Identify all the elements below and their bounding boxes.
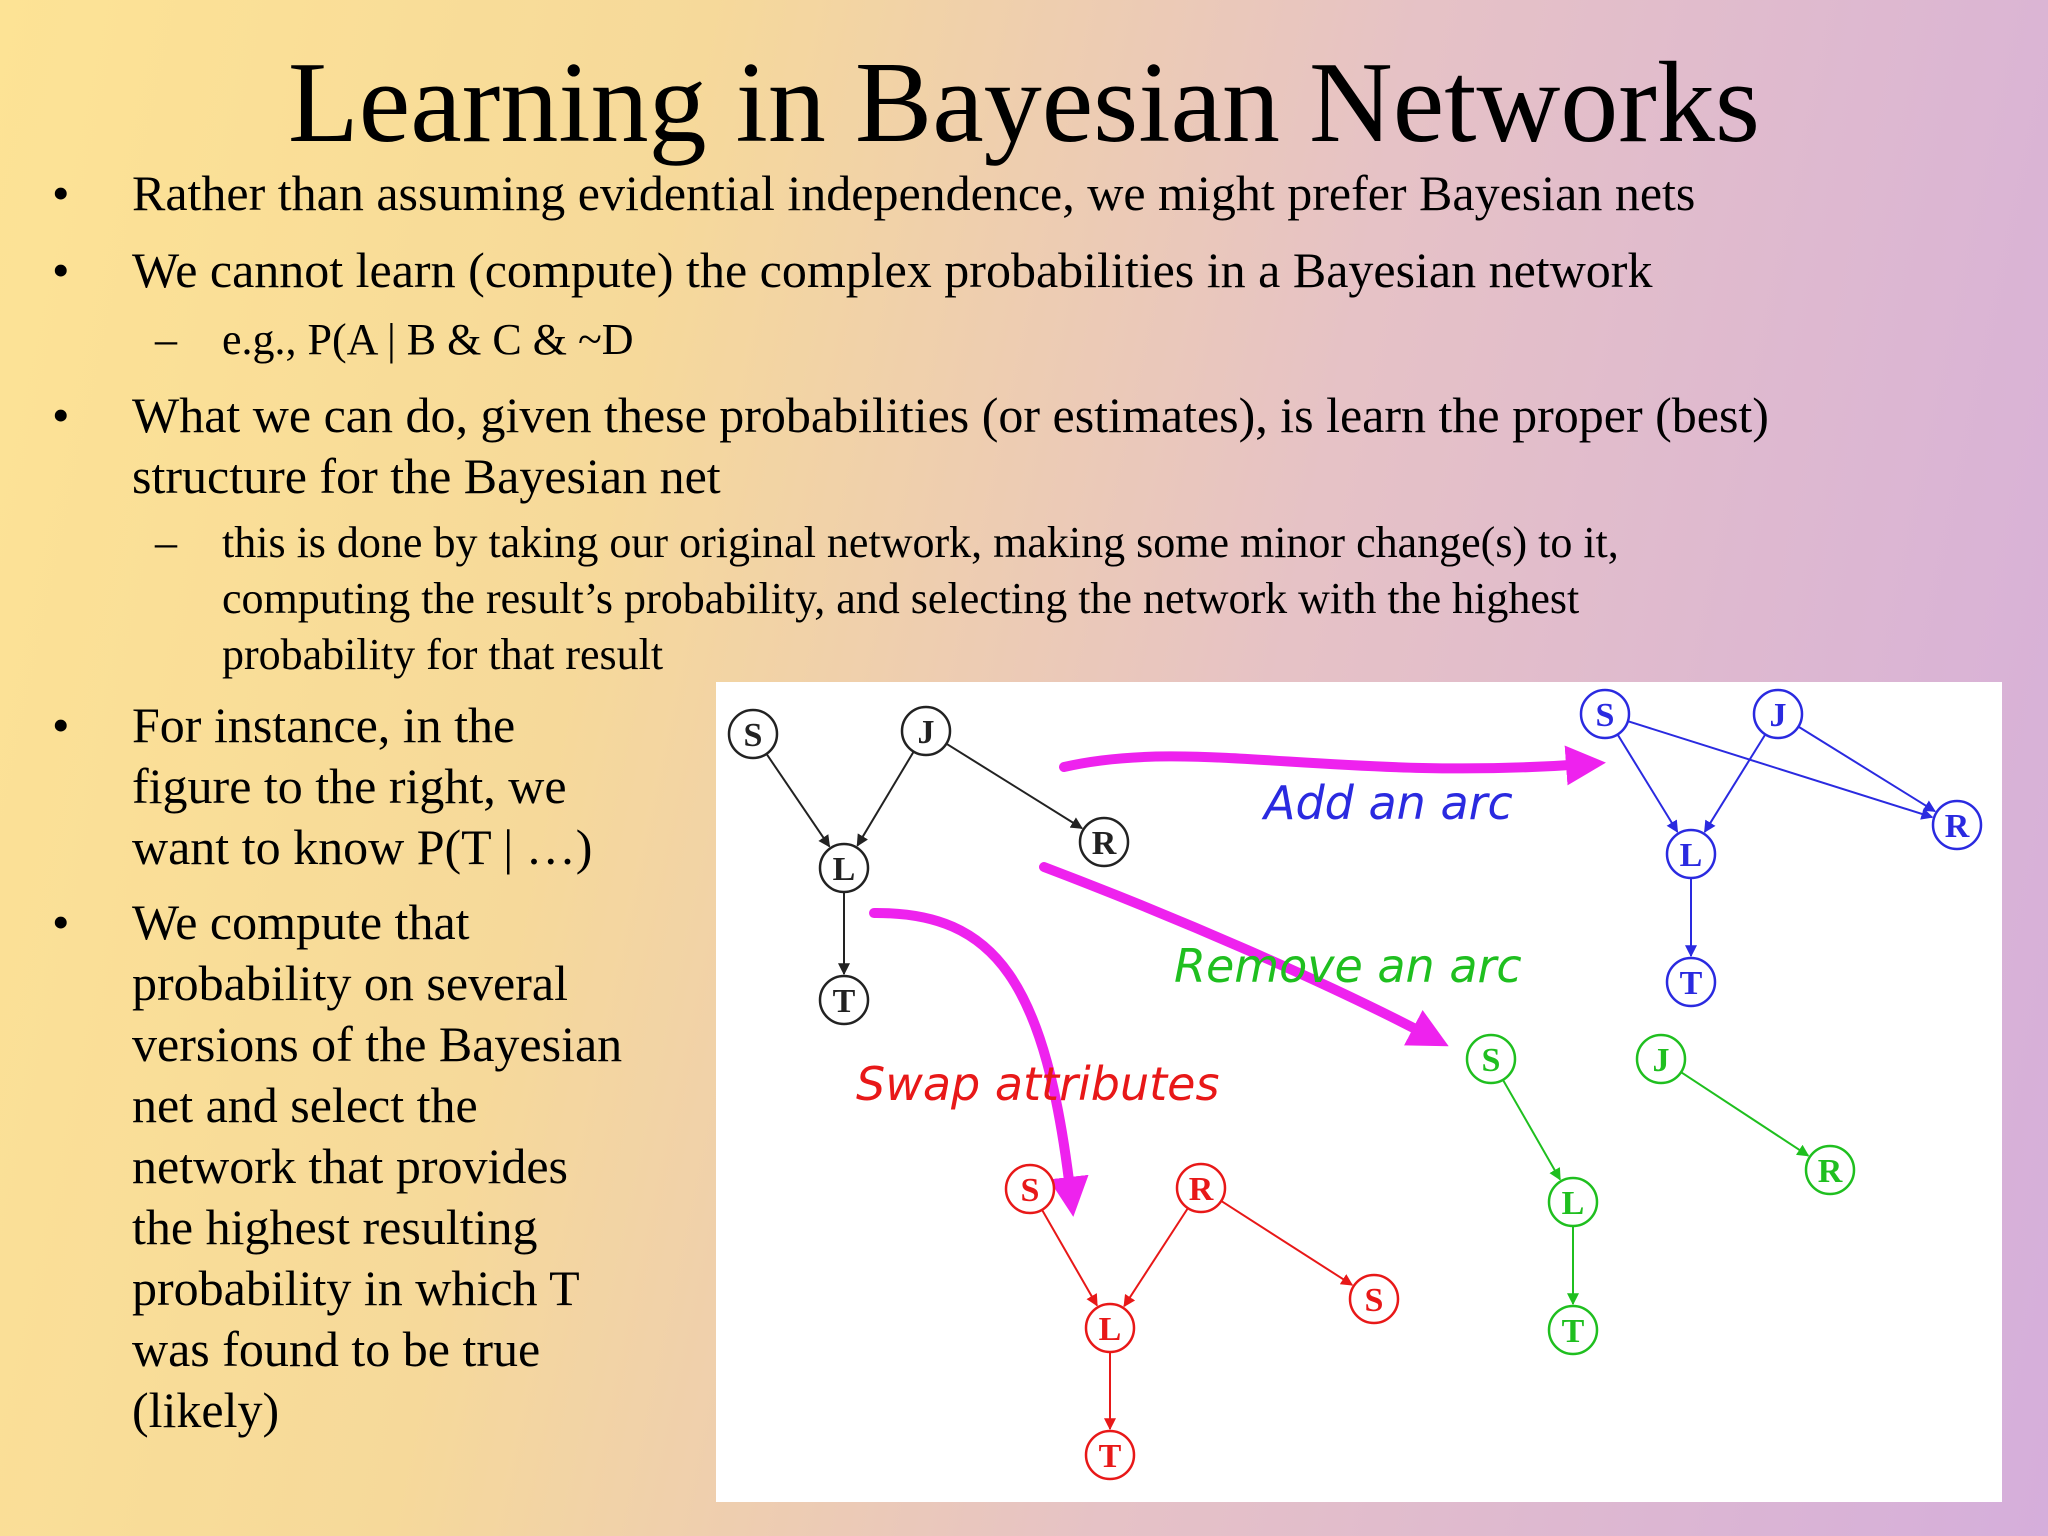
bullet-text-line: (likely): [132, 1382, 280, 1438]
node-label: S: [1364, 1282, 1384, 1319]
original-node-t: [820, 976, 868, 1024]
remove-arc-label: Remove an arc: [1174, 939, 1522, 993]
node-label: S: [1020, 1172, 1040, 1209]
original-node-r: [1080, 818, 1128, 866]
node-label: S: [1481, 1042, 1501, 1079]
swap-node-s: [1006, 1165, 1054, 1213]
swap-node-l: [1086, 1304, 1134, 1352]
network-diagram: [716, 682, 2002, 1502]
remove-node-r: [1806, 1146, 1854, 1194]
node-label: L: [1098, 1311, 1122, 1348]
bullet-text-line: network that provides: [132, 1138, 569, 1194]
swap-edge-r-l: [1124, 1208, 1188, 1306]
original-edge-j-l: [857, 752, 913, 846]
add-node-l: [1667, 830, 1715, 878]
bullet-text-line: computing the result’s probability, and selecting the network with the highest: [222, 574, 1580, 623]
node-label: J: [1652, 1042, 1670, 1079]
bullet-text-line: We cannot learn (compute) the complex probabilities in a Bayesian network: [132, 242, 1653, 298]
swap-node-s2: [1350, 1275, 1398, 1323]
remove-node-l: [1549, 1178, 1597, 1226]
node-label: S: [743, 717, 763, 754]
swap-node-t: [1086, 1431, 1134, 1479]
node-label: R: [1944, 808, 1970, 845]
bullet-text-line: For instance, in the: [132, 697, 516, 753]
add-node-t: [1667, 958, 1715, 1006]
bullet-marker: •: [52, 894, 70, 950]
add-edge-j-r: [1798, 727, 1935, 812]
add-transform-arrow: [1064, 756, 1586, 768]
remove-node-t: [1549, 1306, 1597, 1354]
add-node-s: [1581, 690, 1629, 738]
node-label: L: [1679, 837, 1703, 874]
swap-node-r: [1177, 1164, 1225, 1212]
bullet-text-line: We compute that: [132, 894, 470, 950]
node-label: S: [1595, 697, 1615, 734]
node-label: L: [832, 851, 856, 888]
add-arc-label: Add an arc: [1264, 776, 1513, 830]
node-label: J: [917, 714, 935, 751]
bullet-text-line: this is done by taking our original network, making some minor change(s) to it,: [222, 518, 1619, 567]
bullet-text-line: What we can do, given these probabilities (or estimates), is learn the proper (best): [132, 387, 1769, 443]
node-label: R: [1817, 1153, 1843, 1190]
swap-edge-s-l: [1042, 1210, 1097, 1306]
bullet-text-line: Rather than assuming evidential independence, we might prefer Bayesian nets: [132, 165, 1696, 221]
original-edge-j-r: [946, 744, 1082, 829]
bullet-text-line: figure to the right, we: [132, 758, 567, 814]
bullet-text-line: probability in which T: [132, 1260, 580, 1316]
original-node-s: [729, 710, 777, 758]
slide-title: Learning in Bayesian Networks: [287, 39, 1761, 167]
bullet-marker: •: [52, 242, 70, 298]
bullet-text-line: e.g., P(A | B & C & ~D: [222, 315, 634, 364]
remove-edge-s-l: [1503, 1080, 1560, 1180]
bullet-marker: •: [52, 387, 70, 443]
bullet-marker: •: [52, 165, 70, 221]
swap-attributes-label: Swap attributes: [856, 1057, 1220, 1111]
node-label: T: [1098, 1438, 1122, 1475]
bullet-text-line: was found to be true: [132, 1321, 541, 1377]
original-node-j: [902, 707, 950, 755]
node-label: J: [1769, 697, 1787, 734]
bullet-text-line: versions of the Bayesian: [132, 1016, 623, 1072]
bullet-text-line: want to know P(T | …): [132, 819, 593, 875]
node-label: R: [1188, 1171, 1214, 1208]
node-label: T: [1561, 1313, 1585, 1350]
bullet-text-line: the highest resulting: [132, 1199, 538, 1255]
node-label: T: [1679, 965, 1703, 1002]
network-figure: [716, 682, 2002, 1502]
original-node-l: [820, 844, 868, 892]
bullet-text-line: net and select the: [132, 1077, 478, 1133]
original-edge-s-l: [766, 754, 829, 847]
dash-marker: –: [155, 315, 177, 364]
dash-marker: –: [155, 518, 177, 567]
bullet-text-line: probability on several: [132, 955, 568, 1011]
add-edge-s-l: [1618, 734, 1678, 831]
swap-edge-r-s2: [1221, 1201, 1352, 1285]
remove-node-s: [1467, 1035, 1515, 1083]
swap-transform-arrow: [874, 913, 1071, 1197]
node-label: R: [1091, 825, 1117, 862]
remove-edge-j-r: [1681, 1072, 1808, 1156]
bullet-text-line: structure for the Bayesian net: [132, 448, 721, 504]
bullet-marker: •: [52, 697, 70, 753]
node-label: L: [1561, 1185, 1585, 1222]
remove-node-j: [1637, 1035, 1685, 1083]
add-node-j: [1754, 690, 1802, 738]
add-node-r: [1933, 801, 1981, 849]
bullet-text-line: probability for that result: [222, 630, 664, 679]
node-label: T: [832, 983, 856, 1020]
